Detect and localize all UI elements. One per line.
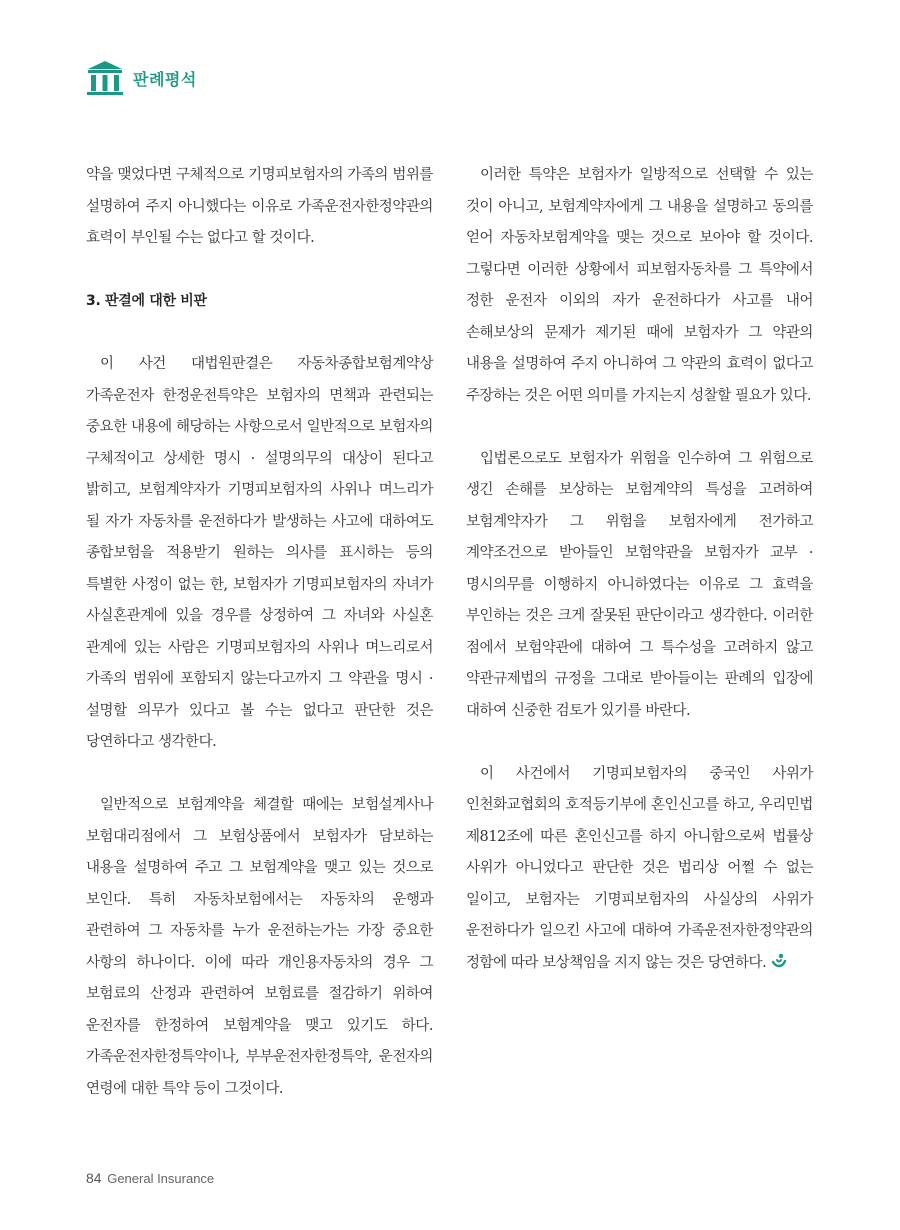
conclusion-text: 이 사건에서 기명피보험자의 중국인 사위가 인천화교협회의 호적등기부에 혼인신고를 하고, 우리민법 제812조에 따른 혼인신고를 하지 아니함으로써 법률상 사위가 아니었다고 판단한 것은 법리상 어쩔 수 없는 일이고, 보험자는 기명피보험자의 사실상의 사위가 운전하다가 일으킨 사고에 대하여 가족운전자한정약관의 정함에 따라 보상책임을 지지 않는 것은 당연하다. (466, 765, 813, 971)
left-column (86, 160, 433, 1105)
page-footer (86, 1170, 214, 1186)
pillars-icon (86, 60, 124, 96)
publication-name: General Insurance (107, 1171, 215, 1186)
paragraph-special-terms: 이러한 특약은 보험자가 일방적으로 선택할 수 있는 것이 아니고, 보험계약자에게 그 내용을 설명하고 동의를 얻어 자동차보험계약을 맺는 것으로 보아야 할 것이다. 그렇다면 이러한 상황에서 피보험자동차를 그 특약에서 정한 운전자 이외의 자가 운전하다가 사고를 내어 손해보상의 문제가 제기된 때에 보험자가 그 약관의 내용을 설명하여 주지 아니하여 그 약관의 효력이 없다고 주장하는 것은 어떤 의미를 가지는지 성찰할 필요가 있다. (466, 167, 813, 404)
paragraph-critique: 이 사건 대법원판결은 자동차종합보험계약상 가족운전자 한정운전특약은 보험자의 면책과 관련되는 중요한 내용에 해당하는 사항으로서 일반적으로 보험자의 구체적이고 상세한 명시 · 설명의무의 대상이 된다고 밝히고, 보험계약자가 기명피보험자의 사위나 며느리가 될 자가 자동차를 운전하다가 발생하는 사고에 대하여도 종합보험을 적용받기 원하는 의사를 표시하는 등의 특별한 사정이 없는 한, 보험자가 기명피보험자의 자녀가 사실혼관계에 있을 경우를 상정하여 그 자녀와 사실혼 관계에 있는 사람은 기명피보험자의 사위나 며느리로서 가족의 범위에 포함되지 않는다고까지 그 약관을 명시 · 설명할 의무가 있다고 볼 수는 없다고 판단한 것은 당연하다고 생각한다. (86, 356, 433, 750)
page-header (86, 58, 197, 98)
paragraph-conclusion (466, 759, 813, 980)
paragraph-legislation: 입법론으로도 보험자가 위험을 인수하여 그 위험으로 생긴 손해를 보상하는 보험계약의 특성을 고려하여 보험계약자가 그 위험을 보험자에게 전가하고 계약조건으로 받아들인 보험약관을 보험자가 교부 · 명시의무를 이행하지 아니하였다는 이유로 그 효력을 부인하는 것은 크게 잘못된 판단이라고 생각한다. 이러한 점에서 보험약관에 대하여 그 특수성을 고려하지 않고 약관규제법의 규정을 그대로 받아들이는 판례의 입장에 대하여 신중한 검토가 있기를 바란다. (466, 450, 813, 719)
page-number: 84 (86, 1170, 102, 1186)
paragraph-insurance-contract: 일반적으로 보험계약을 체결할 때에는 보험설계사나 보험대리점에서 그 보험상품에서 보험자가 담보하는 내용을 설명하여 주고 그 보험계약을 맺고 있는 것으로 보인다. 특히 자동차보험에서는 자동차의 운행과 관련하여 그 자동차를 누가 운전하는가는 가장 중요한 사항의 하나이다. 이에 따라 개인용자동차의 경우 그 보험료의 산정과 관련하여 보험료를 절감하기 위하여 운전자를 한정하여 보험계약을 맺고 있기도 하다. 가족운전자한정특약이나, 부부운전자한정특약, 운전자의 연령에 대한 특약 등이 그것이다. (86, 797, 433, 1097)
section-label: 판례평석 (133, 69, 197, 89)
right-column (466, 160, 813, 979)
section-heading: 3. 판결에 대한 비판 (86, 293, 207, 309)
end-mark-icon (771, 953, 787, 969)
paragraph-continued: 약을 맺었다면 구체적으로 기명피보험자의 가족의 범위를 설명하여 주지 아니했다는 이유로 가족운전자한정약관의 효력이 부인될 수는 없다고 할 것이다. (86, 167, 433, 246)
